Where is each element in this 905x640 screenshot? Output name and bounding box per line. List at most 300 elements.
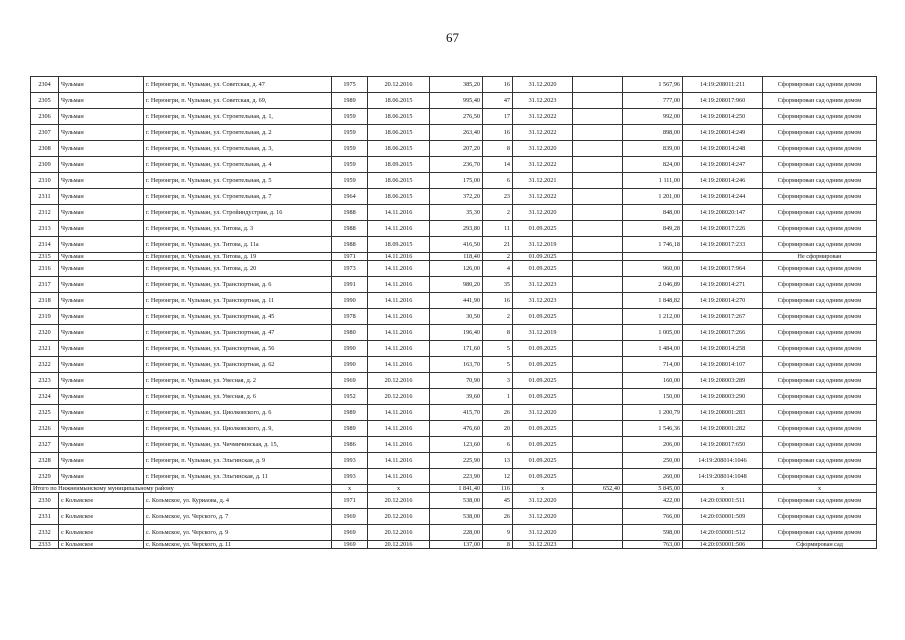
total-label-cell: Итого по Нижнеимынскому муниципальному району [31, 485, 332, 493]
row-number-cell: 2326 [31, 421, 59, 437]
sum-cell [573, 389, 623, 405]
count-cell: 17 [483, 109, 513, 125]
cost-cell: 1 005,00 [623, 325, 683, 341]
row-number-cell: 2328 [31, 453, 59, 469]
cost-cell: 5 845,00 [623, 485, 683, 493]
table-row [31, 421, 877, 437]
date-cell: 14.11.2016 [368, 261, 430, 277]
count-cell: 8 [483, 325, 513, 341]
status-cell: Сформирован сад одним домом [763, 493, 877, 509]
cost-cell: 849,28 [623, 221, 683, 237]
status-cell: Сформирован сад одним домом [763, 325, 877, 341]
date-cell: 18.06.2015 [368, 93, 430, 109]
table-row [31, 405, 877, 421]
date-cell: 14.11.2016 [368, 221, 430, 237]
sum-cell [573, 405, 623, 421]
date-cell: 14.11.2016 [368, 421, 430, 437]
cadastral-cell: 14:19:208020:147 [683, 205, 763, 221]
row-number-cell: 2327 [31, 437, 59, 453]
table-row [31, 541, 877, 549]
settlement-cell: Чульман [59, 277, 144, 293]
date-cell: 20.12.2016 [368, 373, 430, 389]
cadastral-cell: 14:19:208014:271 [683, 277, 763, 293]
deadline-cell: 01.09.2025 [513, 341, 573, 357]
table-row [31, 277, 877, 293]
sum-cell: 652,40 [573, 485, 623, 493]
settlement-cell: Чульман [59, 125, 144, 141]
status-cell: Сформирован сад одним домом [763, 373, 877, 389]
area-cell: 39,60 [430, 389, 483, 405]
address-cell: с. Кольмское, ул. Черского, д. 9 [144, 525, 332, 541]
count-cell: 16 [483, 293, 513, 309]
address-cell: г. Нерюнгри, п. Чульман, ул. Транспортная, д. 45 [144, 309, 332, 325]
date-cell: 14.11.2016 [368, 437, 430, 453]
count-cell: 3 [483, 373, 513, 389]
address-cell: г. Нерюнгри, п. Чульман, ул. Стройиндустрии, д. 16 [144, 205, 332, 221]
date-cell: 14.11.2016 [368, 205, 430, 221]
deadline-cell: 01.09.2025 [513, 469, 573, 485]
address-cell: г. Нерюнгри, п. Чульман, ул. Советская, д. 69, [144, 93, 332, 109]
deadline-cell: 31.12.2020 [513, 77, 573, 93]
date-cell: 20.12.2016 [368, 389, 430, 405]
status-cell: Сформирован сад одним домом [763, 141, 877, 157]
cadastral-cell: 14:20:030001:509 [683, 509, 763, 525]
area-cell: 30,50 [430, 309, 483, 325]
row-number-cell: 2311 [31, 189, 59, 205]
sum-cell [573, 253, 623, 261]
address-cell: г. Нерюнгри, п. Чульман, ул. Транспортная, д. 62 [144, 357, 332, 373]
row-number-cell: 2310 [31, 173, 59, 189]
status-cell: Сформирован сад [763, 541, 877, 549]
deadline-cell: 01.09.2025 [513, 357, 573, 373]
status-cell: Сформирован сад одним домом [763, 341, 877, 357]
area-cell: 276,50 [430, 109, 483, 125]
row-number-cell: 2308 [31, 141, 59, 157]
deadline-cell: 01.09.2025 [513, 421, 573, 437]
status-cell: Сформирован сад одним домом [763, 125, 877, 141]
cadastral-cell: 14:19:208014:248 [683, 141, 763, 157]
row-number-cell: 2306 [31, 109, 59, 125]
sum-cell [573, 77, 623, 93]
year-cell: 1964 [332, 189, 368, 205]
deadline-cell: 31.12.2023 [513, 293, 573, 309]
settlement-cell: Чульман [59, 189, 144, 205]
deadline-cell: 31.12.2020 [513, 405, 573, 421]
year-cell: 1989 [332, 93, 368, 109]
status-cell: Сформирован сад одним домом [763, 509, 877, 525]
year-cell: 1959 [332, 173, 368, 189]
deadline-cell: 31.12.2023 [513, 93, 573, 109]
sum-cell [573, 469, 623, 485]
table-row [31, 261, 877, 277]
deadline-cell: 01.09.2025 [513, 221, 573, 237]
year-cell: 1986 [332, 437, 368, 453]
address-cell: г. Нерюнгри, п. Чульман, ул. Транспортная, д. 56 [144, 341, 332, 357]
count-cell: 8 [483, 541, 513, 549]
cost-cell: 763,00 [623, 541, 683, 549]
sum-cell [573, 373, 623, 389]
date-cell: 20.12.2016 [368, 509, 430, 525]
area-cell: 372,20 [430, 189, 483, 205]
row-number-cell: 2318 [31, 293, 59, 309]
sum-cell [573, 125, 623, 141]
cost-cell: 1 567,96 [623, 77, 683, 93]
table-row [31, 469, 877, 485]
settlement-cell: Чульман [59, 293, 144, 309]
cadastral-cell: x [683, 485, 763, 493]
settlement-cell: с Кольмское [59, 493, 144, 509]
table-row [31, 325, 877, 341]
count-cell: 9 [483, 525, 513, 541]
area-cell: 137,00 [430, 541, 483, 549]
cadastral-cell: 14:19:208014:1046 [683, 453, 763, 469]
row-number-cell: 2325 [31, 405, 59, 421]
cadastral-cell: 14:20:030001:511 [683, 493, 763, 509]
count-cell: 16 [483, 125, 513, 141]
cost-cell: 1 111,00 [623, 173, 683, 189]
cadastral-cell [683, 253, 763, 261]
status-cell: Сформирован сад одним домом [763, 261, 877, 277]
address-cell: г. Нерюнгри, п. Чульман, ул. Эльгинская, д. 9 [144, 453, 332, 469]
cost-cell: 1 200,79 [623, 405, 683, 421]
settlement-cell: Чульман [59, 421, 144, 437]
row-number-cell: 2329 [31, 469, 59, 485]
cadastral-cell: 14:19:208014:247 [683, 157, 763, 173]
year-cell: 1969 [332, 509, 368, 525]
cadastral-cell: 14:19:208014:249 [683, 125, 763, 141]
sum-cell [573, 525, 623, 541]
cadastral-cell: 14:19:208017:266 [683, 325, 763, 341]
sum-cell [573, 309, 623, 325]
address-cell: г. Нерюнгри, п. Чульман, ул. Строительная, д. 4 [144, 157, 332, 173]
year-cell: 1959 [332, 125, 368, 141]
sum-cell [573, 221, 623, 237]
address-cell: г. Нерюнгри, п. Чульман, ул. Строительная, д. 1, [144, 109, 332, 125]
settlement-cell: Чульман [59, 157, 144, 173]
cost-cell: 250,00 [623, 453, 683, 469]
year-cell: 1969 [332, 373, 368, 389]
row-number-cell: 2313 [31, 221, 59, 237]
row-number-cell: 2321 [31, 341, 59, 357]
table-row [31, 309, 877, 325]
year-cell: 1959 [332, 109, 368, 125]
deadline-cell: 01.09.2025 [513, 453, 573, 469]
cost-cell: 1 546,36 [623, 421, 683, 437]
settlement-cell: Чульман [59, 341, 144, 357]
year-cell: 1993 [332, 469, 368, 485]
date-cell: 14.11.2016 [368, 277, 430, 293]
table-row [31, 493, 877, 509]
date-cell: 14.11.2016 [368, 325, 430, 341]
cadastral-cell: 14:19:208001:283 [683, 405, 763, 421]
status-cell: Сформирован сад одним домом [763, 277, 877, 293]
cadastral-cell: 14:19:208017:226 [683, 221, 763, 237]
cost-cell: 160,00 [623, 373, 683, 389]
count-cell: 45 [483, 493, 513, 509]
row-number-cell: 2333 [31, 541, 59, 549]
count-cell: 23 [483, 189, 513, 205]
area-cell: 70,90 [430, 373, 483, 389]
status-cell: Сформирован сад одним домом [763, 293, 877, 309]
address-cell: г. Нерюнгри, п. Чульман, ул. Транспортная, д. 47 [144, 325, 332, 341]
year-cell: 1993 [332, 453, 368, 469]
table-row [31, 237, 877, 253]
settlement-cell: Чульман [59, 325, 144, 341]
settlement-cell: с Кольмское [59, 509, 144, 525]
deadline-cell: 31.12.2022 [513, 125, 573, 141]
date-cell: 18.06.2015 [368, 141, 430, 157]
count-cell: 2 [483, 309, 513, 325]
cadastral-cell: 14:19:208014:244 [683, 189, 763, 205]
date-cell: 14.11.2016 [368, 453, 430, 469]
cost-cell: 824,00 [623, 157, 683, 173]
address-cell: г. Нерюнгри, п. Чульман, ул. Титова, д. 3 [144, 221, 332, 237]
cadastral-cell: 14:20:030001:512 [683, 525, 763, 541]
page-number: 67 [446, 30, 459, 45]
cadastral-cell: 14:19:208017:650 [683, 437, 763, 453]
status-cell: Сформирован сад одним домом [763, 221, 877, 237]
cost-cell: 206,00 [623, 437, 683, 453]
cost-cell: 1 484,00 [623, 341, 683, 357]
count-cell: 21 [483, 237, 513, 253]
cadastral-cell: 14:19:208017:960 [683, 93, 763, 109]
area-cell: 385,20 [430, 77, 483, 93]
deadline-cell: 01.09.2025 [513, 437, 573, 453]
date-cell: x [368, 485, 430, 493]
sum-cell [573, 93, 623, 109]
status-cell: Сформирован сад одним домом [763, 525, 877, 541]
table-row [31, 253, 877, 261]
row-number-cell: 2319 [31, 309, 59, 325]
deadline-cell: 31.12.2022 [513, 109, 573, 125]
area-cell: 163,70 [430, 357, 483, 373]
cost-cell: 2 046,89 [623, 277, 683, 293]
year-cell: 1969 [332, 541, 368, 549]
deadline-cell: 31.12.2020 [513, 141, 573, 157]
count-cell: 6 [483, 437, 513, 453]
table-row [31, 453, 877, 469]
area-cell: 415,70 [430, 405, 483, 421]
address-cell: г. Нерюнгри, п. Чульман, ул. Советская, д. 47 [144, 77, 332, 93]
row-number-cell: 2304 [31, 77, 59, 93]
address-cell: г. Нерюнгри, п. Чульман, ул. Строительная, д. 5 [144, 173, 332, 189]
settlement-cell: Чульман [59, 77, 144, 93]
table-row [31, 205, 877, 221]
cost-cell: 1 848,82 [623, 293, 683, 309]
deadline-cell: 31.12.2021 [513, 173, 573, 189]
table-row [31, 341, 877, 357]
table-row [31, 109, 877, 125]
row-number-cell: 2331 [31, 509, 59, 525]
status-cell: Сформирован сад одним домом [763, 205, 877, 221]
deadline-cell: 31.12.2023 [513, 277, 573, 293]
cadastral-cell: 14:19:208017:267 [683, 309, 763, 325]
table-row [31, 93, 877, 109]
table-row [31, 173, 877, 189]
cost-cell: 422,00 [623, 493, 683, 509]
deadline-cell: x [513, 485, 573, 493]
year-cell: 1959 [332, 157, 368, 173]
status-cell: x [763, 485, 877, 493]
row-number-cell: 2314 [31, 237, 59, 253]
area-cell: 223,90 [430, 469, 483, 485]
cadastral-cell: 14:19:208017:233 [683, 237, 763, 253]
count-cell: 14 [483, 157, 513, 173]
status-cell: Сформирован сад одним домом [763, 405, 877, 421]
status-cell: Сформирован сад одним домом [763, 157, 877, 173]
area-cell: 263,40 [430, 125, 483, 141]
status-cell: Сформирован сад одним домом [763, 389, 877, 405]
row-number-cell: 2307 [31, 125, 59, 141]
area-cell: 228,00 [430, 525, 483, 541]
area-cell: 35,30 [430, 205, 483, 221]
settlement-cell: Чульман [59, 357, 144, 373]
address-cell: с. Кольмское, ул. Черского, д. 7 [144, 509, 332, 525]
deadline-cell: 31.12.2023 [513, 541, 573, 549]
cost-cell: 1 212,00 [623, 309, 683, 325]
date-cell: 20.12.2016 [368, 541, 430, 549]
cost-cell: 766,00 [623, 509, 683, 525]
settlement-cell: Чульман [59, 237, 144, 253]
settlement-cell: Чульман [59, 389, 144, 405]
date-cell: 18.09.2015 [368, 157, 430, 173]
table-row [31, 221, 877, 237]
cost-cell: 898,00 [623, 125, 683, 141]
address-cell: г. Нерюнгри, п. Чульман, ул. Циолковского, д. 6 [144, 405, 332, 421]
deadline-cell: 31.12.2020 [513, 493, 573, 509]
sum-cell [573, 293, 623, 309]
status-cell: Сформирован сад одним домом [763, 469, 877, 485]
settlement-cell: Чульман [59, 253, 144, 261]
sum-cell [573, 261, 623, 277]
table-row [31, 509, 877, 525]
table-row [31, 157, 877, 173]
address-cell: г. Нерюнгри, п. Чульман, ул. Чичмичинская, д. 15, [144, 437, 332, 453]
count-cell: 35 [483, 277, 513, 293]
date-cell: 18.06.2015 [368, 189, 430, 205]
date-cell: 20.12.2016 [368, 493, 430, 509]
cost-cell: 260,00 [623, 469, 683, 485]
address-cell: г. Нерюнгри, п. Чульман, ул. Строительная, д. 7 [144, 189, 332, 205]
cost-cell: 992,00 [623, 109, 683, 125]
cost-cell: 150,00 [623, 389, 683, 405]
deadline-cell: 31.12.2019 [513, 237, 573, 253]
year-cell: 1988 [332, 221, 368, 237]
table-row [31, 525, 877, 541]
table-row [31, 357, 877, 373]
year-cell: 1959 [332, 141, 368, 157]
table-row [31, 373, 877, 389]
row-number-cell: 2323 [31, 373, 59, 389]
year-cell: 1971 [332, 493, 368, 509]
total-row [31, 485, 877, 493]
address-cell: г. Нерюнгри, п. Чульман, ул. Увесная, д. 2 [144, 373, 332, 389]
address-cell: г. Нерюнгри, п. Чульман, ул. Титова, д. 20 [144, 261, 332, 277]
date-cell: 14.11.2016 [368, 357, 430, 373]
area-cell: 441,90 [430, 293, 483, 309]
cadastral-cell: 14:19:208014:246 [683, 173, 763, 189]
sum-cell [573, 189, 623, 205]
count-cell: 47 [483, 93, 513, 109]
count-cell: 11 [483, 221, 513, 237]
sum-cell [573, 325, 623, 341]
address-cell: с. Кольмское, ул. Черского, д. 11 [144, 541, 332, 549]
count-cell: 26 [483, 509, 513, 525]
area-cell: 196,40 [430, 325, 483, 341]
cost-cell: 960,00 [623, 261, 683, 277]
cadastral-cell: 14:19:208003:289 [683, 373, 763, 389]
settlement-cell: Чульман [59, 437, 144, 453]
cost-cell: 848,00 [623, 205, 683, 221]
date-cell: 18.09.2015 [368, 237, 430, 253]
cost-cell: 714,00 [623, 357, 683, 373]
cost-cell: 777,00 [623, 93, 683, 109]
year-cell: 1991 [332, 277, 368, 293]
area-cell: 980,20 [430, 277, 483, 293]
sum-cell [573, 453, 623, 469]
count-cell: 2 [483, 205, 513, 221]
settlement-cell: Чульман [59, 173, 144, 189]
status-cell: Сформирован сад одним домом [763, 189, 877, 205]
year-cell: 1978 [332, 309, 368, 325]
row-number-cell: 2309 [31, 157, 59, 173]
date-cell: 14.11.2016 [368, 405, 430, 421]
row-number-cell: 2330 [31, 493, 59, 509]
count-cell: 5 [483, 357, 513, 373]
year-cell: 1990 [332, 341, 368, 357]
cadastral-cell: 14:19:208014:250 [683, 109, 763, 125]
cadastral-cell: 14:19:208014:107 [683, 357, 763, 373]
area-cell: 225,90 [430, 453, 483, 469]
address-cell: г. Нерюнгри, п. Чульман, ул. Строительная, д. 3, [144, 141, 332, 157]
date-cell: 14.11.2016 [368, 469, 430, 485]
deadline-cell: 31.12.2019 [513, 325, 573, 341]
status-cell: Сформирован сад одним домом [763, 237, 877, 253]
cadastral-cell: 14:19:208017:964 [683, 261, 763, 277]
area-cell: 175,00 [430, 173, 483, 189]
year-cell: 1990 [332, 357, 368, 373]
row-number-cell: 2316 [31, 261, 59, 277]
deadline-cell: 31.12.2020 [513, 525, 573, 541]
deadline-cell: 01.09.2025 [513, 261, 573, 277]
sum-cell [573, 541, 623, 549]
row-number-cell: 2320 [31, 325, 59, 341]
settlement-cell: с Кольмское [59, 525, 144, 541]
year-cell: 1989 [332, 405, 368, 421]
date-cell: 14.11.2016 [368, 253, 430, 261]
sum-cell [573, 141, 623, 157]
settlement-cell: Чульман [59, 109, 144, 125]
year-cell: 1975 [332, 77, 368, 93]
address-cell: г. Нерюнгри, п. Чульман, ул. Транспортная, д. 11 [144, 293, 332, 309]
row-number-cell: 2317 [31, 277, 59, 293]
year-cell: 1971 [332, 253, 368, 261]
area-cell: 538,00 [430, 493, 483, 509]
status-cell: Сформирован сад одним домом [763, 421, 877, 437]
sum-cell [573, 341, 623, 357]
deadline-cell: 31.12.2022 [513, 189, 573, 205]
settlement-cell: Чульман [59, 309, 144, 325]
sum-cell [573, 421, 623, 437]
sum-cell [573, 509, 623, 525]
row-number-cell: 2315 [31, 253, 59, 261]
date-cell: 14.11.2016 [368, 293, 430, 309]
date-cell: 18.06.2015 [368, 173, 430, 189]
date-cell: 18.06.2015 [368, 125, 430, 141]
address-cell: г. Нерюнгри, п. Чульман, ул. Титова, д. 11а [144, 237, 332, 253]
count-cell: 4 [483, 261, 513, 277]
address-cell: г. Нерюнгри, п. Чульман, ул. Циолковского, д. 9, [144, 421, 332, 437]
